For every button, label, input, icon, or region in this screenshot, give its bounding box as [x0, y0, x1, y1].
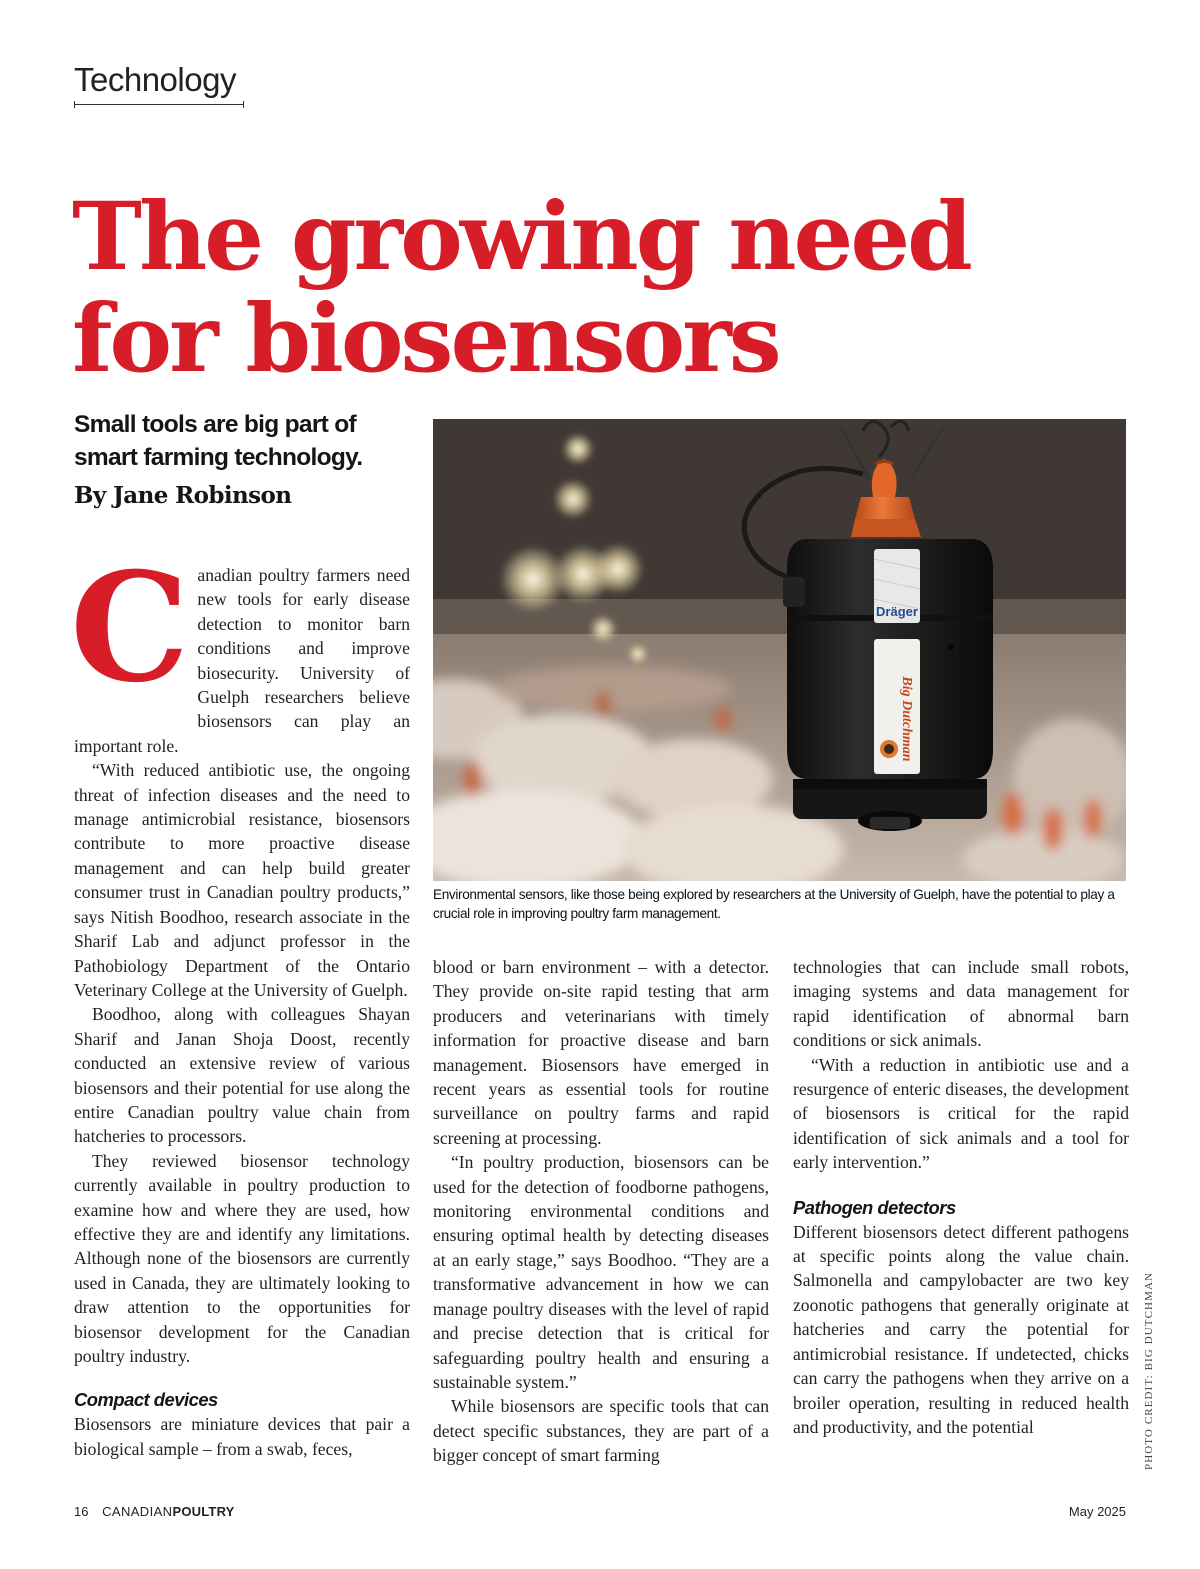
photo-caption: Environmental sensors, like those being explored by researchers at the University of Guelph, have the potential to play a crucial role in improving poultry farm management. — [433, 887, 1115, 921]
body-paragraph: “In poultry production, biosensors can be used for the detection of foodborne pathogens, monitoring environmental conditions and ensuring optimal health by detecting diseases at an early stage,” says Boodhoo. “They are a transformative advancement in how we can manage poultry diseases with the level of rapid and precise detection that is critical for safeguarding poultry health and ensuring a sustainable system.” — [433, 1152, 769, 1392]
body-paragraph: “With reduced antibiotic use, the ongoing threat of infection diseases and the need to manage antimicrobial resistance, biosensors contribute to more proactive disease management and can help build greater consumer trust in Canadian poultry products,” says Nitish Boodhoo, research associate in the Sharif Lab and adjunct professor in the Pathobiology Department of the Ontario Veterinary College at the University of Guelph. — [74, 760, 410, 1000]
body-paragraph: While biosensors are specific tools that can detect specific substances, they are part of a bigger concept of smart farming — [433, 1396, 769, 1466]
drop-cap: C — [70, 540, 190, 716]
body-paragraph: technologies that can include small robots, imaging systems and data management for rapid identification of abnormal barn conditions or sick animals. — [793, 957, 1129, 1051]
sensor-photo-illustration — [433, 419, 1126, 881]
photo-credit: PHOTO CREDIT: BIG DUTCHMAN — [1143, 1271, 1155, 1470]
publication-name-part-2: POULTRY — [172, 1504, 235, 1519]
publication-name-part-1: CANADIAN — [102, 1504, 173, 1519]
section-label: Technology — [74, 61, 236, 98]
headline — [72, 182, 1132, 394]
deck: Small tools are big part of smart farming technology. — [74, 411, 363, 471]
sensor-photo — [433, 419, 1126, 881]
body-column-3 — [793, 955, 1129, 1439]
body-paragraph: Different biosensors detect different pathogens at specific points along the value chain. Salmonella and campylobacter are two key zoonotic pathogens that generally originate at hatcheries and carry the potential for antimicrobial resistance. If undetected, chicks can carry the pathogens when they arrive on a broiler operation, resulting in reduced health and productivity, and the potential — [793, 1221, 1129, 1437]
byline: By Jane Robinson — [74, 482, 292, 509]
footer-left — [74, 1504, 235, 1519]
body-paragraph: Boodhoo, along with colleagues Shayan Sharif and Janan Shoja Doost, recently conducted an extensive review of various biosensors and their potential for use along the entire Canadian poultry value chain from hatcheries to processors. — [74, 1004, 410, 1147]
body-paragraph: Biosensors are miniature devices that pair a biological sample – from a swab, feces, — [74, 1414, 410, 1459]
page-number: 16 — [74, 1504, 89, 1519]
headline-line-1: The growing need — [72, 182, 970, 292]
body-paragraph: blood or barn environment – with a detector. They provide on-site rapid testing that arm producers and veterinarians with timely information for proactive disease and barn management. Biosensors have emerged in recent years as essential tools for routine surveillance on poultry farms and rapid screening at processing. — [433, 957, 769, 1148]
body-paragraph — [70, 540, 410, 758]
brand-label-big-dutchman: Big Dutchman — [899, 676, 914, 762]
subhead-compact-devices: Compact devices — [74, 1389, 218, 1411]
body-paragraph: “With a reduction in antibiotic use and a resurgence of enteric diseases, the development of biosensors is critical for the rapid identification of sick animals and a tool for early intervention.” — [793, 1054, 1129, 1173]
issue-date: May 2025 — [1068, 1504, 1126, 1519]
brand-label-drager: Dräger — [876, 604, 918, 619]
body-column-1 — [70, 540, 410, 1461]
body-paragraph: They reviewed biosensor technology currently available in poultry production to examine how and where they are used, how effective they are and identify any limitations. Although none of the biosensors are currently used in Canada, they are ultimately looking to draw attention to the opportunities for biosensor development for the Canadian poultry industry. — [74, 1150, 410, 1366]
headline-line-2: for biosensors — [72, 284, 779, 394]
lead-paragraph-text: anadian poultry farmers need new tools for early disease detection to monitor barn conditions and improve biosecurity. University of Guelph researchers believe biosensors can play an important role. — [74, 565, 410, 756]
section-rule — [74, 104, 244, 105]
body-column-2 — [433, 955, 769, 1468]
subhead-pathogen-detectors: Pathogen detectors — [793, 1196, 956, 1218]
